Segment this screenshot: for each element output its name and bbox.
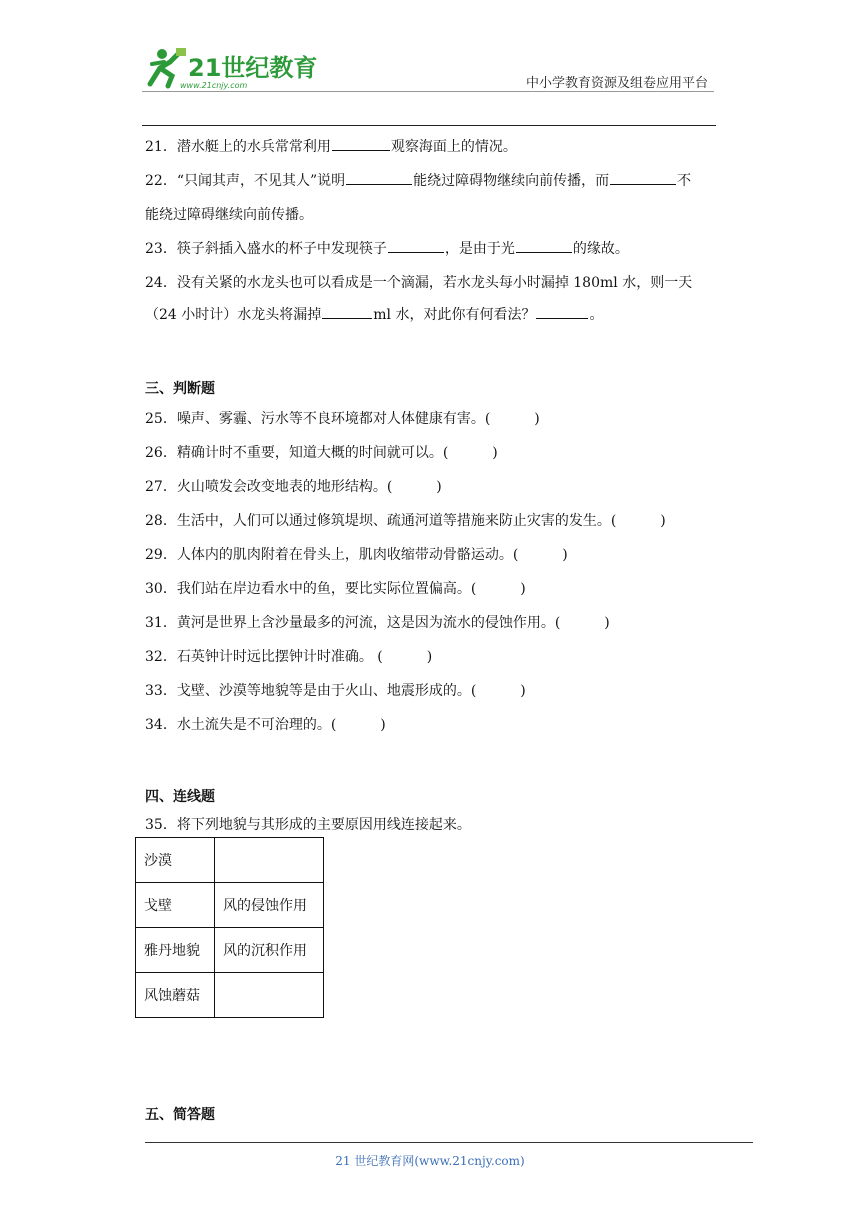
question-33: 33．戈壁、沙漠等地貌等是由于火山、地震形成的。( ) (145, 683, 526, 699)
cause-cell: 风的沉积作用 (215, 928, 324, 973)
cause-cell: 风的侵蚀作用 (215, 883, 324, 928)
question-22: 22．“只闻其声，不见其人”说明 能绕过障碍物继续向前传播，而 不 (145, 173, 692, 189)
question-22-cont: 能绕过障碍继续向前传播。 (145, 207, 313, 223)
section-title-judgement: 三、判断题 (145, 381, 215, 397)
landform-cell: 戈壁 (136, 883, 215, 928)
answer-blank (610, 171, 676, 185)
table-row (136, 973, 324, 1018)
question-30: 30．我们站在岸边看水中的鱼，要比实际位置偏高。( ) (145, 581, 526, 597)
footer-divider (145, 1142, 753, 1143)
question-31: 31．黄河是世界上含沙量最多的河流，这是因为流水的侵蚀作用。( ) (145, 615, 610, 631)
question-35: 35．将下列地貌与其形成的主要原因用线连接起来。 (145, 817, 471, 833)
answer-blank (536, 305, 588, 319)
question-34: 34．水土流失是不可治理的。( ) (145, 717, 386, 733)
footer-site-link[interactable]: 21 世纪教育网(www.21cnjy.com) (335, 1154, 525, 1168)
question-25: 25．噪声、雾霾、污水等不良环境都对人体健康有害。( ) (145, 411, 540, 427)
section-title-short-answer: 五、简答题 (145, 1107, 215, 1123)
cause-cell (215, 838, 324, 883)
table-row (136, 883, 324, 928)
answer-blank (322, 305, 372, 319)
matching-table (135, 837, 324, 1018)
question-28: 28．生活中，人们可以通过修筑堤坝、疏通河道等措施来防止灾害的发生。( ) (145, 513, 666, 529)
question-32: 32．石英钟计时远比摆钟计时准确。 ( ) (145, 649, 433, 665)
brand-logo (140, 44, 330, 92)
question-27: 27．火山喷发会改变地表的地形结构。( ) (145, 479, 442, 495)
header-divider (142, 91, 714, 92)
answer-blank (332, 137, 390, 151)
question-23: 23．筷子斜插入盛水的杯子中发现筷子 ，是由于光 的缘故。 (145, 241, 629, 257)
table-row (136, 838, 324, 883)
answer-blank (516, 239, 572, 253)
header-platform-name: 中小学教育资源及组卷应用平台 (525, 76, 708, 91)
question-24-cont: （24 小时计）水龙头将漏掉 ml 水，对此你有何看法？ 。 (145, 307, 604, 323)
section-title-matching: 四、连线题 (145, 789, 215, 805)
cause-cell (215, 973, 324, 1018)
logo-wordmark: 21世纪教育 (188, 54, 318, 82)
logo-url: www.21cnjy.com (180, 81, 248, 90)
header-rule (142, 125, 716, 126)
question-29: 29．人体内的肌肉附着在骨头上，肌肉收缩带动骨骼运动。( ) (145, 547, 568, 563)
landform-cell: 雅丹地貌 (136, 928, 215, 973)
table-row (136, 928, 324, 973)
question-24: 24．没有关紧的水龙头也可以看成是一个滴漏，若水龙头每小时漏掉 180ml 水，则一天 (145, 275, 693, 291)
answer-blank (388, 239, 444, 253)
landform-cell: 风蚀蘑菇 (136, 973, 215, 1018)
landform-cell: 沙漠 (136, 838, 215, 883)
question-26: 26．精确计时不重要，知道大概的时间就可以。( ) (145, 445, 498, 461)
question-21: 21．潜水艇上的水兵常常利用 观察海面上的情况。 (145, 139, 517, 155)
answer-blank (346, 171, 412, 185)
